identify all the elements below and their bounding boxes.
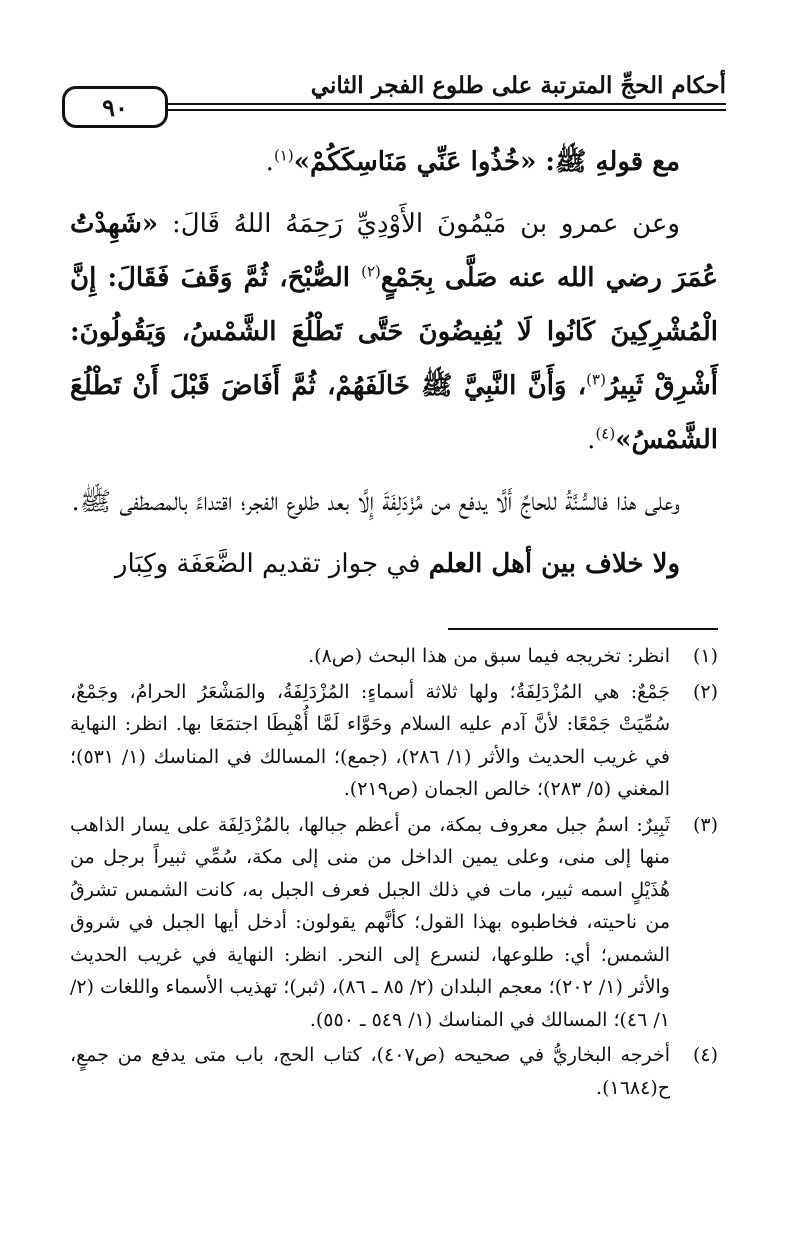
narration-intro: وعن عمرو بن مَيْمُونَ الأَوْدِيِّ رَحِمَهُ اللهُ قَالَ: [158,209,680,239]
footnote-text: انظر: تخريجه فيما سبق من هذا البحث (ص٨). [308,645,670,667]
running-title: أحكام الحجِّ المترتبة على طلوع الفجر الثاني [310,72,726,99]
footnote-item [70,676,718,806]
paragraph-no-dispute [70,537,718,591]
footnote-number: (٢) [692,680,718,703]
paragraph-sunnah [70,475,718,529]
footnote-ref-4: (٤) [595,424,616,443]
paragraph-hadith-2 [70,197,718,467]
page-number-badge [62,86,168,128]
footnote-separator [448,628,718,630]
bold-phrase: ولا خلاف بين أهل العلم [428,549,680,579]
footnote-item [70,809,718,1037]
footnotes [70,640,718,1107]
sentence-end: . [587,425,596,455]
paragraph-hadith-1 [70,135,718,189]
footnote-number: (٤) [692,1044,718,1066]
page-number: ٩٠ [102,92,128,122]
paragraph-text: في جواز تقديم الضَّعَفَة وكِبَار [114,549,429,579]
footnote-item [70,640,718,673]
sentence-end: . [265,147,274,177]
footnote-ref-3: (٣) [586,370,606,389]
hadith-quote-part-a: «شَهِدْتُ عُمَرَ رضي الله عنه صَلَّى بِجَمْعٍ [70,209,718,293]
main-text [70,135,718,591]
footnote-number: (٣) [692,813,718,836]
page-header [62,70,726,128]
footnote-text: أخرجه البخاريُّ في صحيحه (ص٤٠٧)، كتاب الحج، باب متى يدفع من جمعٍ، ح(١٦٨٤). [70,1044,670,1099]
hadith-quote-part-b: الصُّبْحَ، ثُمَّ وَقَفَ فَقَالَ: إِنَّ الْمُشْرِكِينَ كَانُوا لَا يُفِيضُونَ حَتَّى تَطْلُعَ الشَّمْسُ، وَيَقُولُونَ: أَشْرِقْ ثَبِيرُ [70,263,719,401]
footnote-number: (١) [692,645,718,667]
footnote-ref-2: (٢) [361,262,381,281]
hadith-quote-part-c: ، وَأَنَّ النَّبِيَّ ﷺ خَالَفَهُمْ، ثُمَّ أَفَاضَ قَبْلَ أَنْ تَطْلُعَ الشَّمْسُ» [70,371,718,455]
footnote-ref-1: (١) [273,146,294,165]
footnote-text: ثَبِيرٌ: اسمُ جبل معروف بمكة، من أعظم جبالها، بالمُزْدَلِفَة على يسار الذاهب منها إلى منى، وعلى يمين الداخل من منى إلى مكة، سُمِّي ثبيراً برجل من هُذَيْلٍ اسمه ثبير، مات في ذلك الجبل فعرف الجبل به، كانت الشمس تشرقُ من ناحيته، فخاطبوه بهذا القول؛ كأنَّهم يقولون: أدخل أيها الجبل في شروق الشمس؛ أي: طلوعها، لنسرع إلى النحر. انظر: النهاية في غريب الحديث والأثر (١/ ٢٠٢)؛ معجم البلدان (٢/ ٨٥ ـ ٨٦)، (ثبر)؛ تهذيب الأسماء واللغات (٢/ ١/ ٤٦)؛ المسالك في المناسك (١/ ٥٤٩ ـ ٥٥٠). [70,813,670,1031]
paragraph-text: وعلى هذا فالسُّنَّةُ للحاجِّ أَلَّا يدفع من مُزْدَلِفَةَ إِلَّا بعد طلوع الفجر؛ اقتداءً بالمصطفى ﷺ. [71,487,680,517]
footnote-text: جَمْعٌ: هي المُزْدَلِفَةُ؛ ولها ثلاثة أسماءٍ: المُزْدَلِفَةُ، والمَشْعَرُ الحرامُ، وجَمْعٌ، سُمِّيَتْ جَمْعًا: لأنَّ آدم عليه السلام وحَوَّاء لَمَّا أُهْبِطَا اجتمَعَا بها. انظر: النهاية في غريب الحديث والأثر (١/ ٢٨٦)، (جمع)؛ المسالك في المناسك (١/ ٥٣١)؛ المغني (٥/ ٢٨٣)؛ خالص الجمان (ص٢١٩). [70,680,670,800]
footnote-item [70,1039,718,1104]
paragraph-text: مع قولهِ ﷺ: «خُذُوا عَنِّي مَنَاسِكَكُمْ» [293,147,680,177]
